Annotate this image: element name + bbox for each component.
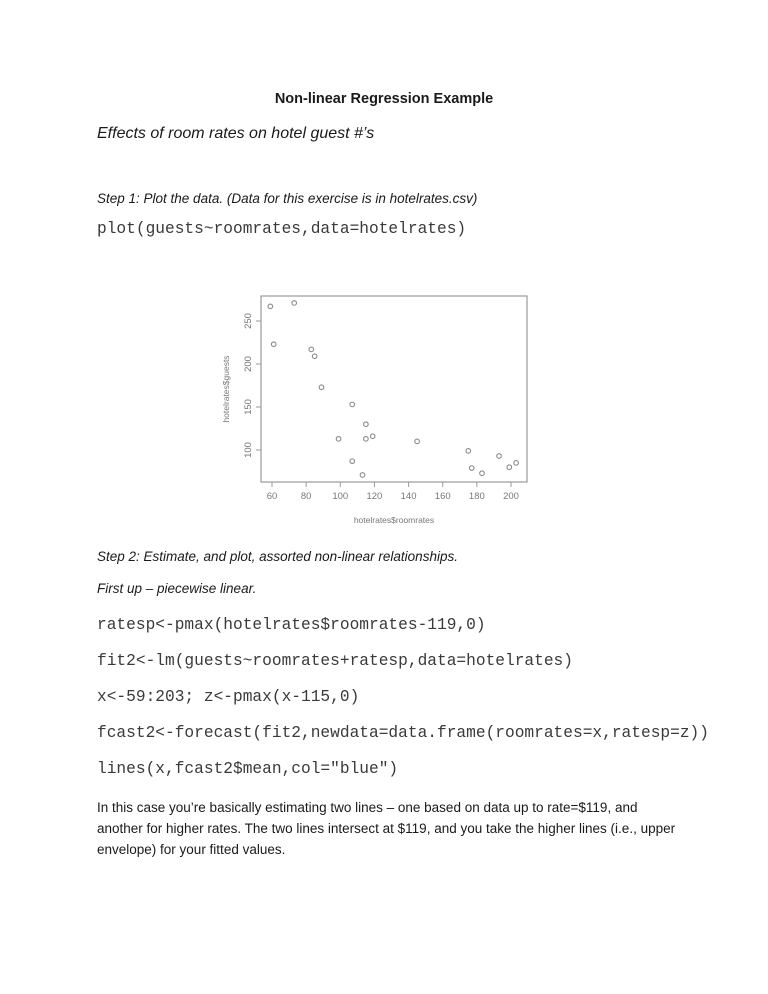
data-point (497, 454, 502, 459)
data-point (350, 402, 355, 407)
explanation-paragraph: In this case you’re basically estimating two lines – one based on data up to rate=$119, and another for higher rates. The two lines intersect at $119, and you take the higher lines (i.e., upper envelope) for your fitted values. (97, 800, 676, 857)
data-point (364, 437, 369, 442)
data-point (271, 342, 276, 347)
y-tick-label: 250 (243, 313, 254, 329)
data-point (268, 304, 273, 309)
data-point (350, 459, 355, 464)
code-line: fit2<-lm(guests~roomrates+ratesp,data=hotelrates) (97, 652, 573, 670)
document-title: Non-linear Regression Example (274, 91, 494, 107)
x-axis-label: hotelrates$roomrates (353, 515, 435, 525)
document-subtitle: Effects of room rates on hotel guest #’s (97, 125, 375, 142)
x-tick-label: 80 (300, 491, 312, 502)
data-point (309, 347, 314, 352)
y-tick-label: 100 (243, 442, 254, 458)
y-axis (243, 313, 261, 458)
code-line: fcast2<-forecast(fit2,newdata=data.frame(roomrates=x,ratesp=z)) (97, 724, 709, 742)
data-point (469, 466, 474, 471)
step1-label: Step 1: Plot the data. (Data for this exercise is in hotelrates.csv) (97, 191, 478, 206)
data-point (364, 422, 369, 427)
x-tick-label: 60 (266, 491, 278, 502)
data-point (319, 385, 324, 390)
step1-code: plot(guests~roomrates,data=hotelrates) (97, 220, 467, 238)
x-axis (267, 482, 519, 502)
plot-box (261, 296, 527, 482)
x-tick-label: 180 (468, 491, 485, 502)
x-tick-label: 100 (332, 491, 349, 502)
data-point (480, 471, 485, 476)
code-line: x<-59:203; z<-pmax(x-115,0) (97, 688, 360, 706)
data-point (292, 301, 297, 306)
data-point (370, 434, 375, 439)
first-up-label: First up – piecewise linear. (97, 581, 257, 596)
data-point (336, 437, 341, 442)
data-point (466, 449, 471, 454)
x-tick-label: 160 (434, 491, 451, 502)
data-point (507, 465, 512, 470)
y-tick-label: 150 (243, 399, 254, 415)
x-tick-label: 120 (366, 491, 383, 502)
data-point (360, 473, 365, 478)
data-point (415, 439, 420, 444)
y-tick-label: 200 (243, 356, 254, 372)
x-tick-label: 200 (503, 491, 519, 502)
data-points (268, 301, 518, 478)
y-axis-label: hotelrates$guests (221, 355, 231, 423)
code-line: ratesp<-pmax(hotelrates$roomrates-119,0) (97, 616, 486, 634)
data-point (312, 354, 317, 359)
x-tick-label: 140 (400, 491, 417, 502)
scatter-plot-canvas (210, 285, 540, 530)
code-line: lines(x,fcast2$mean,col="blue") (97, 760, 399, 778)
data-point (514, 461, 519, 466)
step2-label: Step 2: Estimate, and plot, assorted non-linear relationships. (97, 549, 458, 564)
scatter-plot (210, 285, 540, 530)
